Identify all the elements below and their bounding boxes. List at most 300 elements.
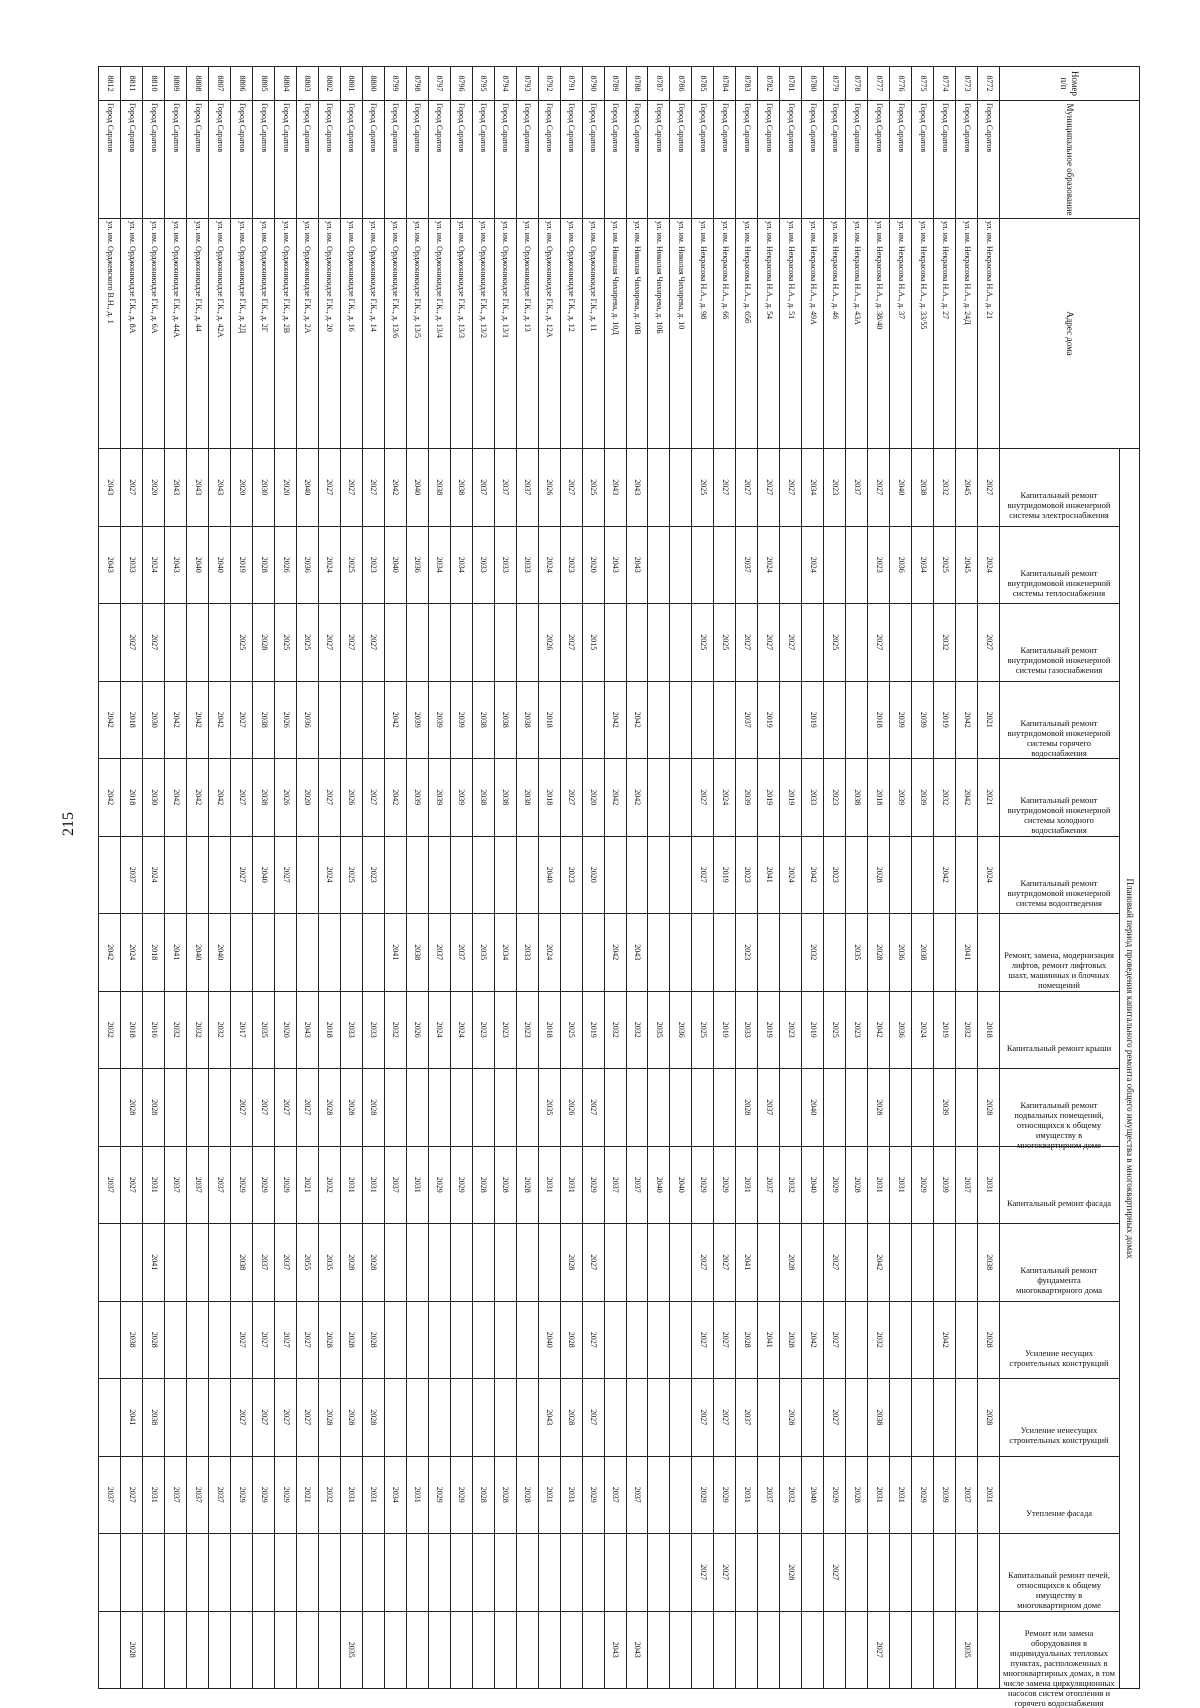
year-cell xyxy=(692,914,714,992)
year-cell: 2018 xyxy=(868,681,890,759)
year-cell: 2043 xyxy=(604,526,626,604)
address-cell: ул. им. Орджоникидзе Г.К., д. 2В xyxy=(275,219,297,449)
address-cell: ул. им. Орджоникидзе Г.К., д. 20 xyxy=(318,219,340,449)
year-cell xyxy=(736,1611,758,1689)
address-cell: ул. им. Орджоникидзе Г.К., д. 11 xyxy=(582,219,604,449)
header-column-label: Капитальный ремонт внутридомовой инженерной системы электроснабжения xyxy=(1008,490,1111,520)
year-cell: 2028 xyxy=(253,526,275,604)
address-cell: ул. им. Орджоникидзе Г.К., д. 2А xyxy=(297,219,319,449)
year-cell: 2035 xyxy=(253,991,275,1069)
year-cell xyxy=(516,1611,538,1689)
municipality-cell: Город Саратов xyxy=(692,101,714,219)
table-row xyxy=(187,67,209,1689)
year-cell: 2032 xyxy=(187,991,209,1069)
year-cell xyxy=(472,836,494,914)
municipality-cell: Город Саратов xyxy=(318,101,340,219)
year-cell xyxy=(670,836,692,914)
year-cell: 2043 xyxy=(297,991,319,1069)
year-cell: 2035 xyxy=(472,914,494,992)
year-cell: 2032 xyxy=(802,914,824,992)
address-cell: ул. им. Орджоникидзе Г.К., д. 12А xyxy=(538,219,560,449)
year-cell: 2023 xyxy=(516,991,538,1069)
year-cell: 2023 xyxy=(560,526,582,604)
year-cell: 2034 xyxy=(912,526,934,604)
year-cell xyxy=(560,1534,582,1612)
year-cell: 2029 xyxy=(582,1146,604,1224)
year-cell xyxy=(626,1379,648,1457)
municipality-cell: Город Саратов xyxy=(802,101,824,219)
year-cell xyxy=(253,1611,275,1689)
year-cell: 2027 xyxy=(582,1379,604,1457)
year-cell: 2027 xyxy=(275,1301,297,1379)
year-cell: 2036 xyxy=(406,526,428,604)
year-cell xyxy=(758,914,780,992)
year-cell xyxy=(297,1611,319,1689)
year-cell xyxy=(406,1611,428,1689)
year-cell xyxy=(406,1301,428,1379)
year-cell: 2027 xyxy=(231,1069,253,1147)
year-cell: 2037 xyxy=(956,1456,978,1534)
header-column-label: Капитальный ремонт фундамента многоквартирного дома xyxy=(1016,1265,1103,1295)
year-cell: 2040 xyxy=(384,526,406,604)
year-cell: 2031 xyxy=(362,1456,384,1534)
repair-schedule-table xyxy=(98,66,1140,1708)
year-cell xyxy=(538,1611,560,1689)
year-cell: 2040 xyxy=(187,914,209,992)
address-cell: ул. им. Орджевского В.Н., д. 1 xyxy=(99,219,121,449)
table-row xyxy=(275,67,297,1689)
year-cell: 2027 xyxy=(824,1224,846,1302)
year-cell xyxy=(406,604,428,682)
year-cell xyxy=(494,1379,516,1457)
row-number: 8788 xyxy=(626,67,648,101)
year-cell: 2027 xyxy=(231,1301,253,1379)
row-number: 8772 xyxy=(978,67,1000,101)
year-cell xyxy=(121,1534,143,1612)
year-cell xyxy=(846,1069,868,1147)
year-cell xyxy=(318,1611,340,1689)
year-cell: 2024 xyxy=(978,836,1000,914)
year-cell: 2027 xyxy=(714,1301,736,1379)
year-cell: 2038 xyxy=(868,1379,890,1457)
year-cell: 2031 xyxy=(538,1456,560,1534)
year-cell: 2023 xyxy=(560,836,582,914)
year-cell: 2027 xyxy=(121,604,143,682)
year-cell: 2029 xyxy=(231,1456,253,1534)
year-cell: 2041 xyxy=(956,914,978,992)
table-row xyxy=(121,67,143,1689)
table-row xyxy=(143,67,165,1689)
year-cell: 2040 xyxy=(802,1456,824,1534)
year-cell: 2036 xyxy=(890,991,912,1069)
year-cell: 2019 xyxy=(582,991,604,1069)
address-cell: ул. им. Некрасова Н.А., д. 24Д xyxy=(956,219,978,449)
table-row xyxy=(978,67,1000,1689)
year-cell: 2040 xyxy=(802,1146,824,1224)
municipality-cell: Город Саратов xyxy=(780,101,802,219)
year-cell: 2042 xyxy=(956,681,978,759)
year-cell xyxy=(714,914,736,992)
year-cell: 2037 xyxy=(846,449,868,527)
municipality-cell: Город Саратов xyxy=(978,101,1000,219)
year-cell: 2028 xyxy=(143,1301,165,1379)
year-cell: 2041 xyxy=(758,1301,780,1379)
year-cell: 2023 xyxy=(824,449,846,527)
year-cell: 2030 xyxy=(143,759,165,837)
year-cell: 2029 xyxy=(714,1456,736,1534)
year-cell xyxy=(165,836,187,914)
table-row xyxy=(626,67,648,1689)
year-cell: 2027 xyxy=(121,449,143,527)
year-cell: 2032 xyxy=(165,991,187,1069)
year-cell: 2028 xyxy=(780,1534,802,1612)
header-column xyxy=(1000,1146,1120,1224)
year-cell: 2032 xyxy=(934,449,956,527)
municipality-cell: Город Саратов xyxy=(231,101,253,219)
year-cell xyxy=(165,1534,187,1612)
row-number: 8790 xyxy=(582,67,604,101)
year-cell xyxy=(428,1379,450,1457)
table-header xyxy=(1000,67,1140,1708)
row-number: 8778 xyxy=(846,67,868,101)
year-cell: 2027 xyxy=(736,604,758,682)
year-cell: 2032 xyxy=(99,991,121,1069)
year-cell: 2029 xyxy=(912,1146,934,1224)
year-cell: 2038 xyxy=(912,449,934,527)
municipality-cell: Город Саратов xyxy=(758,101,780,219)
address-cell: ул. им. Некрасова Н.А., д. 43А xyxy=(846,219,868,449)
year-cell xyxy=(582,681,604,759)
year-cell: 2027 xyxy=(868,604,890,682)
year-cell: 2038 xyxy=(516,681,538,759)
year-cell: 2029 xyxy=(714,1146,736,1224)
year-cell: 2032 xyxy=(209,991,231,1069)
year-cell xyxy=(648,526,670,604)
table-row xyxy=(165,67,187,1689)
year-cell xyxy=(121,1224,143,1302)
year-cell xyxy=(648,1301,670,1379)
address-cell: ул. им. Орджоникидзе Г.К., д. 42А xyxy=(209,219,231,449)
year-cell xyxy=(384,1534,406,1612)
year-cell: 2028 xyxy=(780,1224,802,1302)
header-period-title: Плановый период проведения капитального ремонта общего имущества в многоквартирных домах xyxy=(1120,449,1140,1689)
year-cell: 2030 xyxy=(143,681,165,759)
year-cell: 2043 xyxy=(626,1611,648,1689)
year-cell: 2039 xyxy=(450,759,472,837)
year-cell: 2033 xyxy=(516,526,538,604)
year-cell xyxy=(472,1611,494,1689)
year-cell: 2029 xyxy=(692,1146,714,1224)
year-cell: 2023 xyxy=(824,759,846,837)
table-row xyxy=(802,67,824,1689)
year-cell: 2032 xyxy=(934,604,956,682)
year-cell: 2027 xyxy=(297,1301,319,1379)
year-cell: 2027 xyxy=(692,836,714,914)
year-cell: 2027 xyxy=(824,1301,846,1379)
year-cell: 2028 xyxy=(340,1069,362,1147)
year-cell: 2029 xyxy=(450,1146,472,1224)
year-cell xyxy=(406,1224,428,1302)
row-number: 8787 xyxy=(648,67,670,101)
year-cell: 2035 xyxy=(340,1611,362,1689)
year-cell: 2032 xyxy=(956,991,978,1069)
table-row xyxy=(648,67,670,1689)
year-cell: 2028 xyxy=(560,1224,582,1302)
municipality-cell: Город Саратов xyxy=(362,101,384,219)
year-cell xyxy=(934,914,956,992)
year-cell: 2037 xyxy=(758,1456,780,1534)
year-cell: 2037 xyxy=(516,449,538,527)
year-cell xyxy=(956,836,978,914)
year-cell: 2020 xyxy=(231,449,253,527)
year-cell: 2027 xyxy=(318,449,340,527)
year-cell xyxy=(297,914,319,992)
year-cell xyxy=(187,1379,209,1457)
row-number: 8774 xyxy=(934,67,956,101)
year-cell xyxy=(472,1069,494,1147)
year-cell xyxy=(516,1534,538,1612)
year-cell: 2038 xyxy=(143,1379,165,1457)
municipality-cell: Город Саратов xyxy=(582,101,604,219)
table-row xyxy=(758,67,780,1689)
year-cell: 2042 xyxy=(956,759,978,837)
year-cell xyxy=(824,1611,846,1689)
address-cell: ул. им. Орджоникидзе Г.К., д. 2Д xyxy=(231,219,253,449)
year-cell: 2027 xyxy=(297,1379,319,1457)
year-cell xyxy=(956,1069,978,1147)
year-cell: 2042 xyxy=(99,759,121,837)
year-cell: 2027 xyxy=(692,1534,714,1612)
year-cell xyxy=(670,1379,692,1457)
year-cell: 2045 xyxy=(956,526,978,604)
year-cell xyxy=(516,836,538,914)
year-cell: 2040 xyxy=(538,836,560,914)
year-cell: 2024 xyxy=(912,991,934,1069)
header-column-label: Усиление несущих строительных конструкций xyxy=(1009,1347,1110,1368)
year-cell: 2042 xyxy=(209,681,231,759)
year-cell: 2032 xyxy=(626,991,648,1069)
year-cell xyxy=(472,1534,494,1612)
year-cell: 2039 xyxy=(912,759,934,837)
year-cell xyxy=(868,1534,890,1612)
year-cell: 2020 xyxy=(275,991,297,1069)
year-cell: 2028 xyxy=(560,1379,582,1457)
year-cell: 2043 xyxy=(99,449,121,527)
year-cell: 2031 xyxy=(340,1456,362,1534)
year-cell: 2024 xyxy=(143,836,165,914)
year-cell xyxy=(275,914,297,992)
address-cell: ул. им. Николая Чихирева, д. 10Д xyxy=(604,219,626,449)
year-cell: 2028 xyxy=(362,1069,384,1147)
year-cell: 2018 xyxy=(538,759,560,837)
year-cell: 2018 xyxy=(143,914,165,992)
year-cell xyxy=(318,1534,340,1612)
year-cell xyxy=(450,1379,472,1457)
municipality-cell: Город Саратов xyxy=(626,101,648,219)
header-column-label: Капитальный ремонт фасада xyxy=(1007,1197,1112,1208)
year-cell xyxy=(692,1069,714,1147)
year-cell xyxy=(209,1379,231,1457)
row-number: 8777 xyxy=(868,67,890,101)
table-row xyxy=(912,67,934,1689)
address-cell: ул. им. Орджоникидзе Г.К., д. 44А xyxy=(165,219,187,449)
row-number: 8786 xyxy=(670,67,692,101)
table-row xyxy=(99,67,121,1689)
year-cell: 2029 xyxy=(428,1146,450,1224)
municipality-cell: Город Саратов xyxy=(450,101,472,219)
year-cell xyxy=(912,1534,934,1612)
row-number: 8807 xyxy=(209,67,231,101)
table-row xyxy=(406,67,428,1689)
year-cell xyxy=(846,1611,868,1689)
year-cell xyxy=(670,1069,692,1147)
year-cell xyxy=(406,1379,428,1457)
year-cell xyxy=(714,1069,736,1147)
year-cell xyxy=(670,526,692,604)
year-cell xyxy=(362,681,384,759)
row-number: 8795 xyxy=(472,67,494,101)
year-cell: 2024 xyxy=(978,526,1000,604)
year-cell: 2028 xyxy=(494,1456,516,1534)
year-cell: 2027 xyxy=(692,1301,714,1379)
year-cell: 2018 xyxy=(318,991,340,1069)
year-cell xyxy=(318,914,340,992)
year-cell: 2031 xyxy=(736,1456,758,1534)
year-cell xyxy=(670,681,692,759)
year-cell xyxy=(297,836,319,914)
year-cell: 2020 xyxy=(582,759,604,837)
municipality-cell: Город Саратов xyxy=(340,101,362,219)
row-number: 8812 xyxy=(99,67,121,101)
year-cell xyxy=(384,1379,406,1457)
year-cell: 2031 xyxy=(362,1146,384,1224)
year-cell: 2027 xyxy=(780,604,802,682)
year-cell: 2037 xyxy=(187,1456,209,1534)
header-column xyxy=(1000,449,1120,527)
year-cell xyxy=(99,1069,121,1147)
year-cell: 2023 xyxy=(736,836,758,914)
row-number: 8805 xyxy=(253,67,275,101)
row-number: 8800 xyxy=(362,67,384,101)
year-cell: 2028 xyxy=(846,1146,868,1224)
row-number: 8785 xyxy=(692,67,714,101)
row-number: 8783 xyxy=(736,67,758,101)
year-cell xyxy=(472,604,494,682)
year-cell: 2021 xyxy=(978,681,1000,759)
year-cell xyxy=(670,604,692,682)
year-cell xyxy=(802,1611,824,1689)
year-cell: 2027 xyxy=(714,1224,736,1302)
year-cell xyxy=(912,604,934,682)
year-cell: 2026 xyxy=(538,449,560,527)
municipality-cell: Город Саратов xyxy=(956,101,978,219)
year-cell xyxy=(692,681,714,759)
year-cell xyxy=(428,1224,450,1302)
year-cell xyxy=(143,1611,165,1689)
year-cell xyxy=(516,604,538,682)
address-cell: ул. им. Некрасова Н.А., д. 49А xyxy=(802,219,824,449)
year-cell: 2040 xyxy=(253,836,275,914)
year-cell: 2032 xyxy=(780,1146,802,1224)
year-cell xyxy=(253,1534,275,1612)
year-cell: 2031 xyxy=(890,1146,912,1224)
year-cell xyxy=(780,1611,802,1689)
header-column-label: Капитальный ремонт внутридомовой инженерной системы газоснабжения xyxy=(1008,645,1111,675)
year-cell: 2043 xyxy=(626,526,648,604)
year-cell xyxy=(802,1224,824,1302)
year-cell: 2041 xyxy=(736,1224,758,1302)
year-cell xyxy=(428,604,450,682)
year-cell: 2028 xyxy=(780,1301,802,1379)
year-cell: 2028 xyxy=(978,1379,1000,1457)
year-cell: 2026 xyxy=(406,991,428,1069)
year-cell: 2035 xyxy=(956,1611,978,1689)
year-cell xyxy=(912,1301,934,1379)
year-cell: 2027 xyxy=(582,1301,604,1379)
year-cell: 2027 xyxy=(758,604,780,682)
year-cell: 2028 xyxy=(340,1379,362,1457)
year-cell xyxy=(604,1534,626,1612)
year-cell: 2042 xyxy=(868,1224,890,1302)
year-cell xyxy=(494,1534,516,1612)
table-body xyxy=(99,67,1000,1689)
year-cell: 2042 xyxy=(99,681,121,759)
year-cell xyxy=(912,1379,934,1457)
table-row xyxy=(582,67,604,1689)
header-column-label: Капитальный ремонт внутридомовой инженерной системы водоотведения xyxy=(1008,877,1111,908)
address-cell: ул. им. Некрасова Н.А., д. 46 xyxy=(824,219,846,449)
year-cell xyxy=(626,1534,648,1612)
year-cell xyxy=(626,836,648,914)
year-cell: 2019 xyxy=(758,681,780,759)
year-cell: 2027 xyxy=(275,836,297,914)
year-cell xyxy=(648,1224,670,1302)
year-cell xyxy=(494,1611,516,1689)
year-cell: 2027 xyxy=(318,604,340,682)
row-number: 8808 xyxy=(187,67,209,101)
year-cell xyxy=(231,1534,253,1612)
year-cell: 2027 xyxy=(362,604,384,682)
year-cell xyxy=(406,836,428,914)
year-cell: 2040 xyxy=(802,1069,824,1147)
header-column-label: Капитальный ремонт крыши xyxy=(1007,1042,1112,1053)
year-cell: 2023 xyxy=(736,914,758,992)
year-cell: 2038 xyxy=(121,1301,143,1379)
year-cell: 2027 xyxy=(780,449,802,527)
table-row xyxy=(538,67,560,1689)
year-cell: 2037 xyxy=(275,1224,297,1302)
year-cell xyxy=(780,914,802,992)
header-column xyxy=(1000,681,1120,759)
municipality-cell: Город Саратов xyxy=(99,101,121,219)
year-cell xyxy=(648,1456,670,1534)
year-cell xyxy=(846,1224,868,1302)
year-cell: 2036 xyxy=(890,914,912,992)
table-row xyxy=(824,67,846,1689)
year-cell: 2027 xyxy=(868,1611,890,1689)
year-cell xyxy=(604,1069,626,1147)
year-cell: 2018 xyxy=(978,991,1000,1069)
year-cell: 2029 xyxy=(824,1456,846,1534)
year-cell: 2041 xyxy=(758,836,780,914)
year-cell xyxy=(956,1534,978,1612)
year-cell: 2029 xyxy=(824,1146,846,1224)
year-cell: 2029 xyxy=(231,1146,253,1224)
year-cell xyxy=(824,681,846,759)
year-cell: 2027 xyxy=(121,1456,143,1534)
year-cell: 2028 xyxy=(340,1301,362,1379)
year-cell: 2034 xyxy=(384,1456,406,1534)
